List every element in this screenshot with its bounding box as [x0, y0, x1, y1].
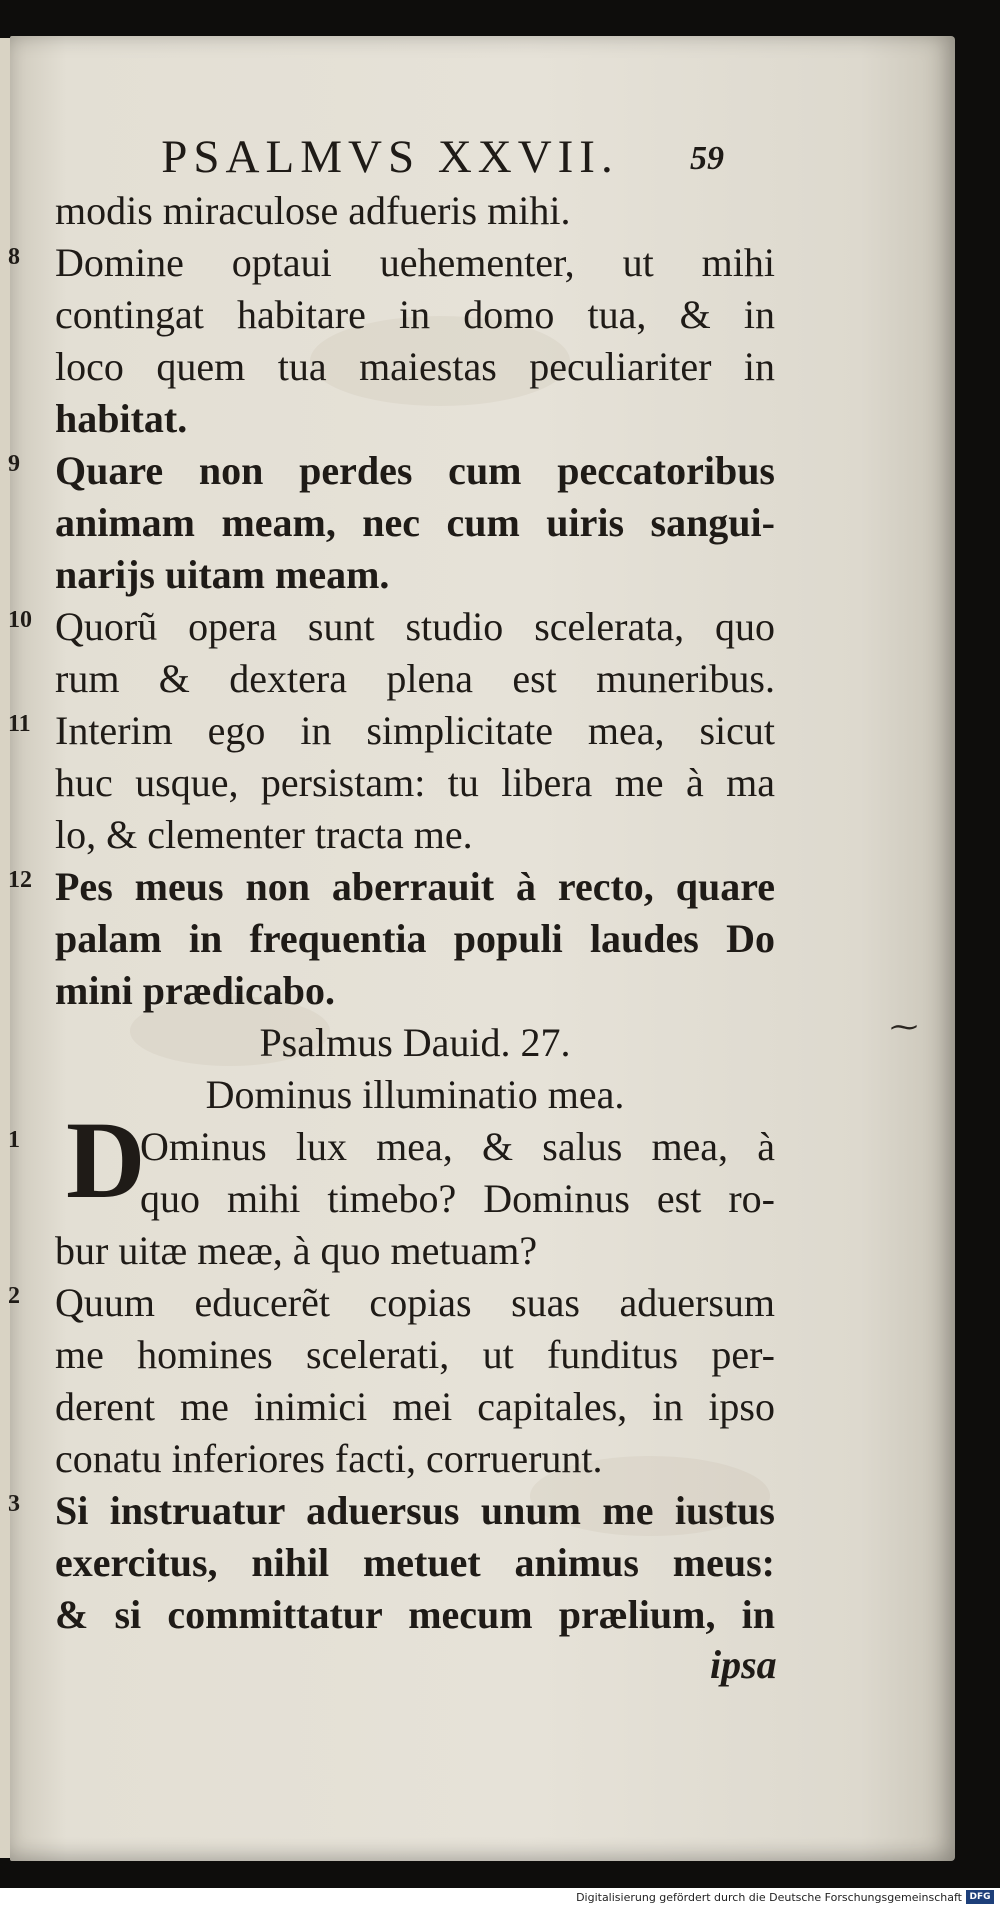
text-line: derent me inimici mei capitales, in ipso: [55, 1384, 775, 1429]
margin-mark-icon: ⁓: [890, 1012, 918, 1043]
psalm-subtitle: Dominus illuminatio mea.: [205, 1072, 625, 1117]
text-line: loco quem tua maiestas peculiariter in: [55, 344, 775, 389]
verse-number: 8: [8, 244, 20, 270]
running-head: PSALMVS XXVII.: [161, 131, 619, 183]
drop-capital: D: [66, 1099, 146, 1221]
text-line: & si committatur mecum prælium, in: [55, 1592, 775, 1637]
text-line: me homines scelerati, ut funditus per-: [55, 1332, 775, 1377]
text-line: bur uitæ meæ, à quo metuam?: [55, 1228, 538, 1273]
verse-number: 9: [8, 451, 20, 477]
catchword: ipsa: [710, 1642, 777, 1687]
text-line: Quorũ opera sunt studio scelerata, quo: [55, 604, 775, 649]
text-line: Quare non perdes cum peccatoribus: [55, 448, 775, 493]
text-line: Domine optaui uehementer, ut mihi: [55, 240, 775, 285]
text-line: huc usque, persistam: tu libera me à ma: [55, 760, 775, 805]
text-line: Quum educerẽt copias suas aduersum: [55, 1280, 775, 1325]
psalm-title: Psalmus Dauid. 27.: [259, 1020, 571, 1065]
text-line: mini prædicabo.: [55, 968, 336, 1013]
dfg-logo-icon: DFG: [966, 1890, 994, 1904]
verse-number: 1: [8, 1127, 20, 1153]
text-line: Pes meus non aberrauit à recto, quare: [55, 864, 775, 909]
text-line: palam in frequentia populi laudes Do: [55, 916, 775, 961]
text-line: animam meam, nec cum uiris sangui-: [55, 500, 775, 545]
text-line: narijs uitam meam.: [55, 552, 390, 597]
verse-number: 11: [8, 711, 31, 737]
text-line: contingat habitare in domo tua, & in: [55, 292, 775, 337]
text-line: exercitus, nihil metuet animus meus:: [55, 1540, 775, 1585]
text-line: Ominus lux mea, & salus mea, à: [140, 1124, 775, 1169]
text-line: Si instruatur aduersus unum me iustus: [55, 1488, 775, 1533]
funding-credit: Digitalisierung gefördert durch die Deutsche Forschungsgemeinschaft: [576, 1891, 962, 1904]
text-line: modis miraculose adfueris mihi.: [55, 188, 571, 233]
verse-number: 10: [8, 607, 32, 633]
text-line: habitat.: [55, 396, 188, 441]
verse-number: 3: [8, 1491, 20, 1517]
text-line: lo, & clementer tracta me.: [55, 812, 473, 857]
text-line: quo mihi timebo? Dominus est ro-: [140, 1176, 775, 1221]
verse-number: 2: [8, 1283, 20, 1309]
text-line: Interim ego in simplicitate mea, sicut: [55, 708, 775, 753]
folio-number: 59: [690, 140, 724, 177]
text-line: rum & dextera plena est muneribus.: [55, 656, 775, 701]
verse-number: 12: [8, 867, 32, 893]
text-line: conatu inferiores facti, corruerunt.: [55, 1436, 603, 1481]
